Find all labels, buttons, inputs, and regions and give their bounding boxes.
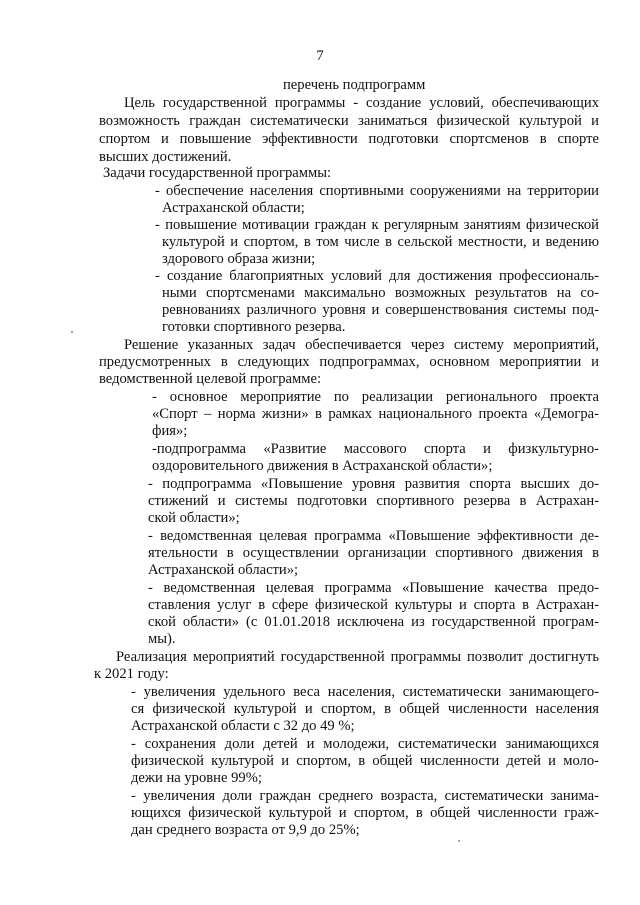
list-item: - увеличения удельного веса населения, систематически занимающего- xyxy=(131,684,599,700)
list-item: - подпрограмма «Повышение уровня развития спорта высших до- xyxy=(148,476,599,492)
list-item: ся физической культурой и спортом, в общей численности населения xyxy=(131,701,599,717)
text-line: к 2021 году: xyxy=(94,666,169,682)
list-item: оздоровительного движения в Астраханской области»; xyxy=(152,458,493,474)
text-line: высших достижений. xyxy=(99,149,232,165)
list-item: Астраханской области с 32 до 49 %; xyxy=(131,718,355,734)
text-line: возможность граждан систематически заниматься физической культурой и xyxy=(99,113,599,129)
text-line: Реализация мероприятий государственной программы позволит достигнуть xyxy=(116,649,599,665)
text-line: Решение указанных задач обеспечивается через систему мероприятий, xyxy=(124,337,599,353)
scan-speck xyxy=(458,840,460,842)
list-item: физической культурой и спортом, в общей численности детей и моло- xyxy=(131,753,599,769)
list-item: стижений и системы подготовки спортивного резерва в Астрахан- xyxy=(148,493,599,509)
list-item: ревнованиях различного уровня и совершенствования системы под- xyxy=(162,302,599,318)
list-item: ской области»; xyxy=(148,510,240,526)
list-item: дан среднего возраста от 9,9 до 25%; xyxy=(131,822,360,838)
page-number: 7 xyxy=(316,48,324,64)
text-line: Цель государственной программы - создание условий, обеспечивающих xyxy=(124,95,599,111)
text-line: спортом и повышение эффективности подготовки спортсменов в спорте xyxy=(99,131,599,147)
list-item: здорового образа жизни; xyxy=(162,251,316,267)
list-item: дежи на уровне 99%; xyxy=(131,770,262,786)
text-line: Задачи государственной программы: xyxy=(103,165,332,181)
list-item: культурой и спортом, в том числе в сельской местности, и ведению xyxy=(162,234,599,250)
list-item: Астраханской области»; xyxy=(148,562,299,578)
list-item: -подпрограмма «Развитие массового спорта и физкультурно- xyxy=(152,441,599,457)
list-item: мы). xyxy=(148,631,176,647)
list-item: - повышение мотивации граждан к регулярным занятиям физической xyxy=(155,217,599,233)
list-item: - создание благоприятных условий для достижения профессиональ- xyxy=(155,268,599,284)
scan-speck xyxy=(71,331,73,333)
list-item: «Спорт – норма жизни» в рамках национального проекта «Демогра- xyxy=(152,406,599,422)
list-item: ской области» (с 01.01.2018 исключена из государственной програм- xyxy=(148,614,599,630)
list-item: - ведомственная целевая программа «Повышение эффективности де- xyxy=(148,528,599,544)
list-item: ятельности в осуществлении организации спортивного движения в xyxy=(148,545,599,561)
list-item: Астраханской области; xyxy=(162,200,305,216)
list-item: - ведомственная целевая программа «Повышение качества предо- xyxy=(148,580,599,596)
list-item: - обеспечение населения спортивными сооружениями на территории xyxy=(155,183,599,199)
list-item: готовки спортивного резерва. xyxy=(162,319,346,335)
list-item: ющихся физической культурой и спортом, в общей численности граж- xyxy=(131,805,599,821)
list-item: ставления услуг в сфере физической культуры и спорта в Астрахан- xyxy=(148,597,599,613)
list-item: ными спортсменами максимально возможных результатов на со- xyxy=(162,285,599,301)
text-line: предусмотренных в следующих подпрограммах, основном мероприятии и xyxy=(99,354,599,370)
list-item: фия»; xyxy=(152,423,188,439)
text-line: ведомственной целевой программе: xyxy=(99,371,322,387)
list-item: - сохранения доли детей и молодежи, систематически занимающихся xyxy=(131,736,599,752)
section-heading: перечень подпрограмм xyxy=(283,77,426,93)
list-item: - основное мероприятие по реализации регионального проекта xyxy=(152,389,599,405)
list-item: - увеличения доли граждан среднего возраста, систематически занима- xyxy=(131,788,599,804)
